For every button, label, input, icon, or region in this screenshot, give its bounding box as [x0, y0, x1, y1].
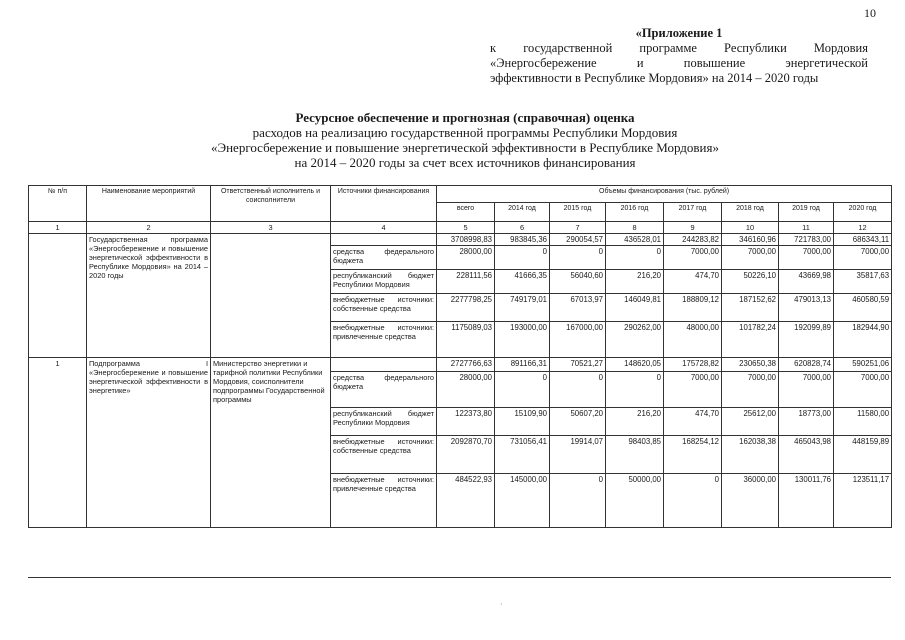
amount-cell: 590251,06 [834, 358, 892, 372]
amount-cell: 28000,00 [437, 372, 495, 408]
amount-cell: 230650,38 [722, 358, 779, 372]
amount-cell: 983845,36 [495, 234, 550, 246]
amount-cell: 7000,00 [664, 246, 722, 270]
header-year: 2014 год [495, 203, 550, 222]
funding-source: внебюджетные источники: собственные средства [331, 294, 437, 322]
amount-cell: 175728,82 [664, 358, 722, 372]
amount-cell: 290262,00 [606, 322, 664, 358]
column-index: 1 [29, 222, 87, 234]
column-index: 5 [437, 222, 495, 234]
funding-source: средства федерального бюджета [331, 246, 437, 270]
header-volume: Объемы финансирования (тыс. рублей) [437, 186, 892, 203]
amount-cell: 686343,11 [834, 234, 892, 246]
amount-cell: 465043,98 [779, 436, 834, 474]
amount-cell: 187152,62 [722, 294, 779, 322]
amount-cell: 2277798,25 [437, 294, 495, 322]
amount-cell: 3708998,83 [437, 234, 495, 246]
annex-line: к государственной программе Республики Мордовия [490, 41, 868, 55]
amount-cell: 67013,97 [550, 294, 606, 322]
amount-cell: 2727766,63 [437, 358, 495, 372]
table-body [29, 186, 892, 528]
amount-cell: 167000,00 [550, 322, 606, 358]
amount-cell: 891166,31 [495, 358, 550, 372]
amount-cell: 346160,96 [722, 234, 779, 246]
amount-cell: 0 [606, 372, 664, 408]
header-source: Источники финансирования [331, 186, 437, 222]
amount-cell: 123511,17 [834, 474, 892, 528]
column-index: 11 [779, 222, 834, 234]
amount-cell: 168254,12 [664, 436, 722, 474]
header-name: Наименование мероприятий [87, 186, 211, 222]
amount-cell: 193000,00 [495, 322, 550, 358]
annex-line: эффективности в Республике Мордовия» на 2014 – 2020 годы [490, 71, 819, 85]
heading-title: Ресурсное обеспечение и прогнозная (справочная) оценка [295, 110, 635, 125]
row-number: 1 [29, 358, 87, 528]
responsible-executor [211, 234, 331, 358]
heading-line: на 2014 – 2020 годы за счет всех источников финансирования [294, 155, 636, 170]
amount-cell: 19914,07 [550, 436, 606, 474]
amount-cell: 41666,35 [495, 270, 550, 294]
amount-cell: 620828,74 [779, 358, 834, 372]
amount-cell: 28000,00 [437, 246, 495, 270]
page-number: 10 [864, 6, 876, 20]
amount-cell: 48000,00 [664, 322, 722, 358]
amount-cell: 7000,00 [834, 246, 892, 270]
amount-cell: 25612,00 [722, 408, 779, 436]
amount-cell: 130011,76 [779, 474, 834, 528]
amount-cell: 162038,38 [722, 436, 779, 474]
amount-cell: 2092870,70 [437, 436, 495, 474]
table-row [29, 358, 892, 372]
amount-cell: 7000,00 [722, 246, 779, 270]
amount-cell: 43669,98 [779, 270, 834, 294]
funding-source [331, 358, 437, 372]
amount-cell: 35817,63 [834, 270, 892, 294]
funding-source [331, 234, 437, 246]
amount-cell: 192099,89 [779, 322, 834, 358]
column-index: 7 [550, 222, 606, 234]
amount-cell: 7000,00 [722, 372, 779, 408]
column-index: 12 [834, 222, 892, 234]
amount-cell: 216,20 [606, 270, 664, 294]
amount-cell: 7000,00 [779, 372, 834, 408]
amount-cell: 244283,82 [664, 234, 722, 246]
header-year: 2019 год [779, 203, 834, 222]
header-year: 2020 год [834, 203, 892, 222]
amount-cell: 15109,90 [495, 408, 550, 436]
header-year: 2015 год [550, 203, 606, 222]
table-row [29, 234, 892, 246]
column-index: 6 [495, 222, 550, 234]
header-year: всего [437, 203, 495, 222]
column-index: 8 [606, 222, 664, 234]
column-index: 3 [211, 222, 331, 234]
amount-cell: 0 [550, 246, 606, 270]
amount-cell: 731056,41 [495, 436, 550, 474]
funding-source: внебюджетные источники: собственные средства [331, 436, 437, 474]
amount-cell: 460580,59 [834, 294, 892, 322]
amount-cell: 188809,12 [664, 294, 722, 322]
financing-table [28, 185, 892, 528]
heading-line: «Энергосбережение и повышение энергетической эффективности в Республике Мордовия» [211, 140, 719, 155]
scan-speck: · [500, 600, 503, 609]
header-year: 2016 год [606, 203, 664, 222]
amount-cell: 0 [495, 372, 550, 408]
amount-cell: 98403,85 [606, 436, 664, 474]
amount-cell: 11580,00 [834, 408, 892, 436]
activity-name: Государственная программа «Энергосбережение и повышение энергетической эффективности в Республике Мордовия» на 2014 – 2020 годы [87, 234, 211, 358]
amount-cell: 7000,00 [779, 246, 834, 270]
amount-cell: 7000,00 [664, 372, 722, 408]
responsible-executor: Министерство энергетики и тарифной политики Республики Мордовия, соисполнители подпрограммы Государственной программы [211, 358, 331, 528]
amount-cell: 290054,57 [550, 234, 606, 246]
annex-header [490, 26, 868, 86]
amount-cell: 228111,56 [437, 270, 495, 294]
amount-cell: 0 [550, 474, 606, 528]
funding-source: средства федерального бюджета [331, 372, 437, 408]
document-heading [120, 110, 810, 170]
header-responsible: Ответственный исполнитель и соисполнители [211, 186, 331, 222]
amount-cell: 721783,00 [779, 234, 834, 246]
funding-source: республиканский бюджет Республики Мордовия [331, 270, 437, 294]
activity-name: Подпрограмма I «Энергосбережение и повышение энергетической эффективности в энергетике» [87, 358, 211, 528]
funding-source: внебюджетные источники: привлеченные средства [331, 322, 437, 358]
amount-cell: 0 [550, 372, 606, 408]
amount-cell: 216,20 [606, 408, 664, 436]
funding-source: республиканский бюджет Республики Мордовия [331, 408, 437, 436]
amount-cell: 474,70 [664, 408, 722, 436]
amount-cell: 122373,80 [437, 408, 495, 436]
amount-cell: 70521,27 [550, 358, 606, 372]
amount-cell: 749179,01 [495, 294, 550, 322]
amount-cell: 0 [664, 474, 722, 528]
amount-cell: 148620,05 [606, 358, 664, 372]
amount-cell: 474,70 [664, 270, 722, 294]
row-number [29, 234, 87, 358]
amount-cell: 18773,00 [779, 408, 834, 436]
amount-cell: 146049,81 [606, 294, 664, 322]
amount-cell: 56040,60 [550, 270, 606, 294]
header-num: № п/п [29, 186, 87, 222]
column-index: 9 [664, 222, 722, 234]
amount-cell: 7000,00 [834, 372, 892, 408]
column-index-row [29, 222, 892, 234]
header-year: 2017 год [664, 203, 722, 222]
funding-source: внебюджетные источники: привлеченные средства [331, 474, 437, 528]
amount-cell: 1175089,03 [437, 322, 495, 358]
amount-cell: 145000,00 [495, 474, 550, 528]
amount-cell: 50607,20 [550, 408, 606, 436]
annex-title: «Приложение 1 [635, 26, 723, 40]
amount-cell: 50226,10 [722, 270, 779, 294]
amount-cell: 484522,93 [437, 474, 495, 528]
header-year: 2018 год [722, 203, 779, 222]
amount-cell: 448159,89 [834, 436, 892, 474]
amount-cell: 479013,13 [779, 294, 834, 322]
amount-cell: 182944,90 [834, 322, 892, 358]
annex-line: «Энергосбережение и повышение энергетической [490, 56, 868, 70]
amount-cell: 36000,00 [722, 474, 779, 528]
amount-cell: 436528,01 [606, 234, 664, 246]
heading-line: расходов на реализацию государственной программы Республики Мордовия [252, 125, 678, 140]
table-bottom-border [28, 577, 891, 578]
amount-cell: 0 [606, 246, 664, 270]
amount-cell: 50000,00 [606, 474, 664, 528]
amount-cell: 0 [495, 246, 550, 270]
column-index: 2 [87, 222, 211, 234]
header-row [29, 186, 892, 203]
column-index: 10 [722, 222, 779, 234]
column-index: 4 [331, 222, 437, 234]
amount-cell: 101782,24 [722, 322, 779, 358]
